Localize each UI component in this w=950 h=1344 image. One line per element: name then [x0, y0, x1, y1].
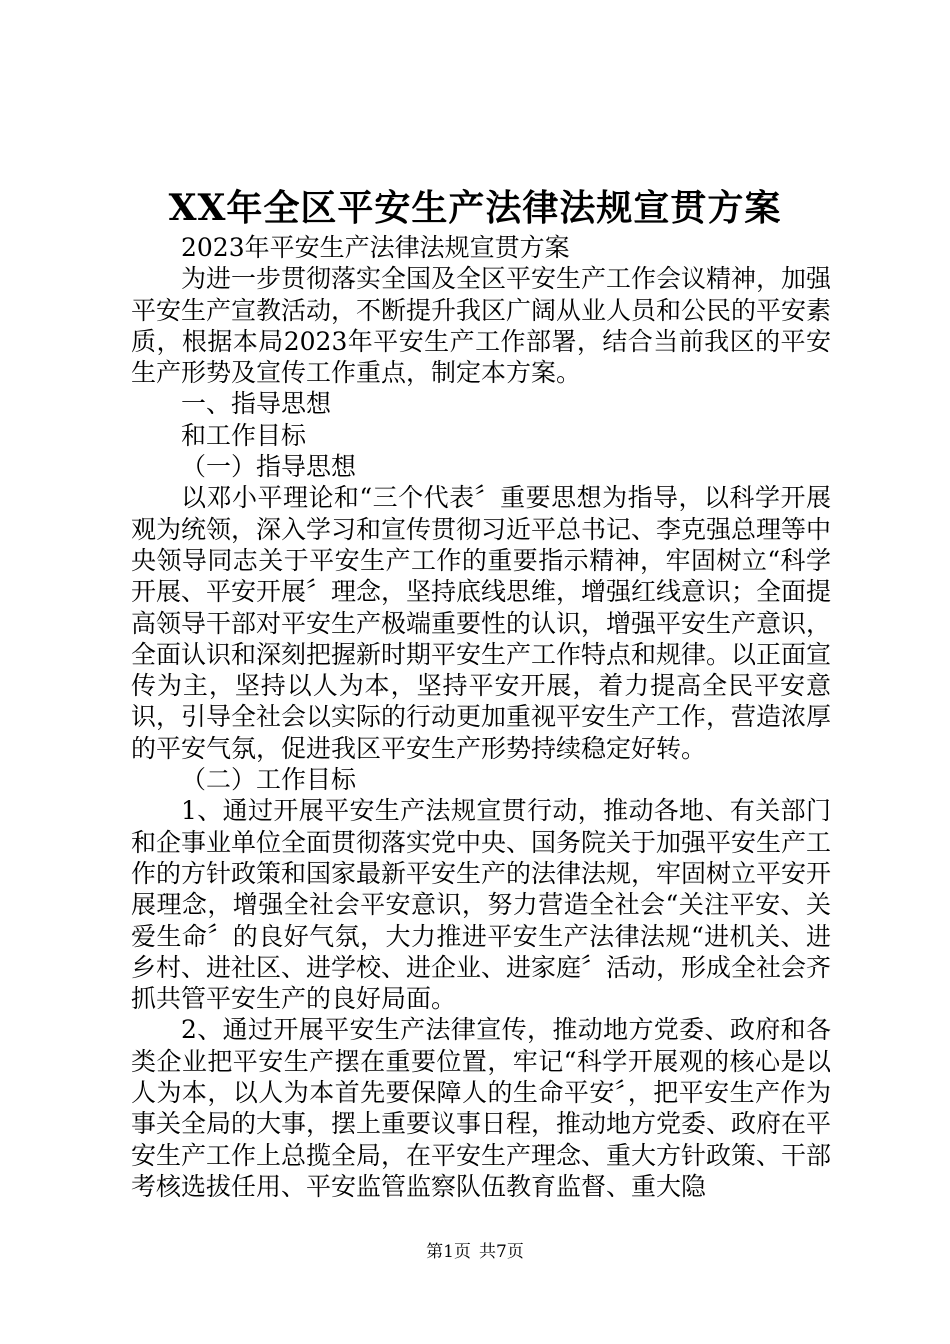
- goal-paragraph: 1、通过开展平安生产法规宣贯行动，推动各地、有关部门和企事业单位全面贯彻落实党中央、国务院关于加强平安生产工作的方针政策和国家最新平安生产的法律法规，牢固树立平安开展理念，增强全社会平安意识，努力营造全社会“关注平安、关爱生命〞的良好气氛，大力推进平安生产法律法规“进机关、进乡村、进社区、进学校、进企业、进家庭〞活动，形成全社会齐抓共管平安生产的良好局面。: [131, 796, 832, 1014]
- document-title: XX年全区平安生产法律法规宣贯方案: [168, 187, 782, 229]
- guiding-thought-paragraph: 以邓小平理论和“三个代表〞重要思想为指导，以科学开展观为统领，深入学习和宣传贯彻习近平总书记、李克强总理等中央领导同志关于平安生产工作的重要指示精神，牢固树立“科学开展、平安开展〞理念，坚持底线思维，增强红线意识；全面提高领导干部对平安生产极端重要性的认识，增强平安生产意识，全面认识和深刻把握新时期平安生产工作特点和规律。以正面宣传为主，坚持以人为本，坚持平安开展，着力提高全民平安意识，引导全社会以实际的行动更加重视平安生产工作，营造浓厚的平安气氛，促进我区平安生产形势持续稳定好转。: [131, 483, 832, 763]
- subtitle-paragraph: 2023年平安生产法律法规宣贯方案: [181, 233, 570, 262]
- page-total: 共7页: [479, 1242, 524, 1262]
- section-heading-continued: 和工作目标: [181, 420, 307, 450]
- intro-paragraph: 为进一步贯彻落实全国及全区平安生产工作会议精神，加强平安生产宣教活动，不断提升我区广阔从业人员和公民的平安素质，根据本局2023年平安生产工作部署，结合当前我区的平安生产形势及宣传工作重点，制定本方案。: [131, 264, 832, 388]
- subsection-heading: （二）工作目标: [181, 765, 357, 795]
- document-body: [131, 232, 831, 1202]
- subsection-heading: （一）指导思想: [181, 452, 357, 482]
- page-number: 第1页: [426, 1242, 471, 1262]
- goal-paragraph: 2、通过开展平安生产法律宣传，推动地方党委、政府和各类企业把平安生产摆在重要位置，牢记“科学开展观的核心是以人为本，以人为本首先要保障人的生命平安〞，把平安生产作为事关全局的大事，摆上重要议事日程，推动地方党委、政府在平安生产工作上总揽全局，在平安生产理念、重大方针政策、干部考核选拔任用、平安监管监察队伍教育监督、重大隐: [131, 1015, 832, 1201]
- page-footer: [0, 1240, 950, 1264]
- section-heading: 一、指导思想: [181, 389, 332, 419]
